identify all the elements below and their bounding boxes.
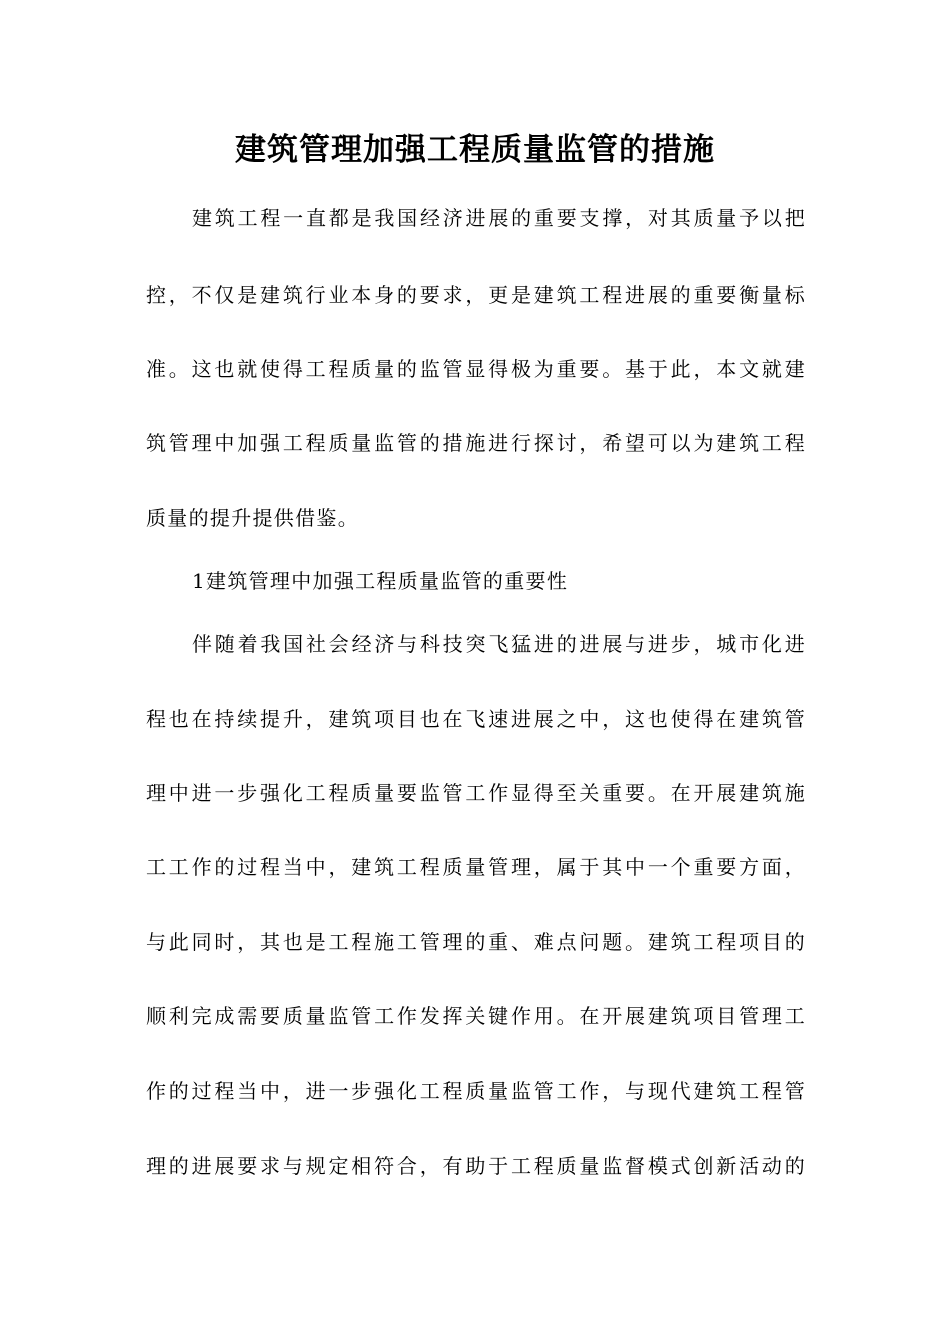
paragraph-line: 程也在持续提升，建筑项目也在飞速进展之中，这也使得在建筑管	[146, 707, 806, 731]
paragraph-line: 工工作的过程当中，建筑工程质量管理，属于其中一个重要方面，	[146, 855, 806, 879]
paragraph-line: 准。这也就使得工程质量的监管显得极为重要。基于此，本文就建	[146, 357, 806, 381]
document-title: 建筑管理加强工程质量监管的措施	[235, 132, 715, 168]
paragraph-line: 控，不仅是建筑行业本身的要求，更是建筑工程进展的重要衡量标	[146, 283, 806, 307]
paragraph-line: 顺利完成需要质量监管工作发挥关键作用。在开展建筑项目管理工	[146, 1004, 806, 1028]
section-heading: 1建筑管理中加强工程质量监管的重要性	[192, 569, 569, 593]
paragraph-line: 作的过程当中，进一步强化工程质量监管工作，与现代建筑工程管	[146, 1079, 806, 1103]
paragraph-line: 建筑工程一直都是我国经济进展的重要支撑，对其质量予以把	[192, 206, 806, 230]
paragraph-line: 伴随着我国社会经济与科技突飞猛进的进展与进步，城市化进	[192, 632, 806, 656]
paragraph-line: 理中进一步强化工程质量要监管工作显得至关重要。在开展建筑施	[146, 781, 806, 805]
paragraph-line: 质量的提升提供借鉴。	[146, 506, 359, 530]
paragraph-line: 理的进展要求与规定相符合，有助于工程质量监督模式创新活动的	[146, 1154, 806, 1178]
paragraph-line: 与此同时，其也是工程施工管理的重、难点问题。建筑工程项目的	[146, 930, 806, 954]
paragraph-line: 筑管理中加强工程质量监管的措施进行探讨，希望可以为建筑工程	[146, 431, 806, 455]
